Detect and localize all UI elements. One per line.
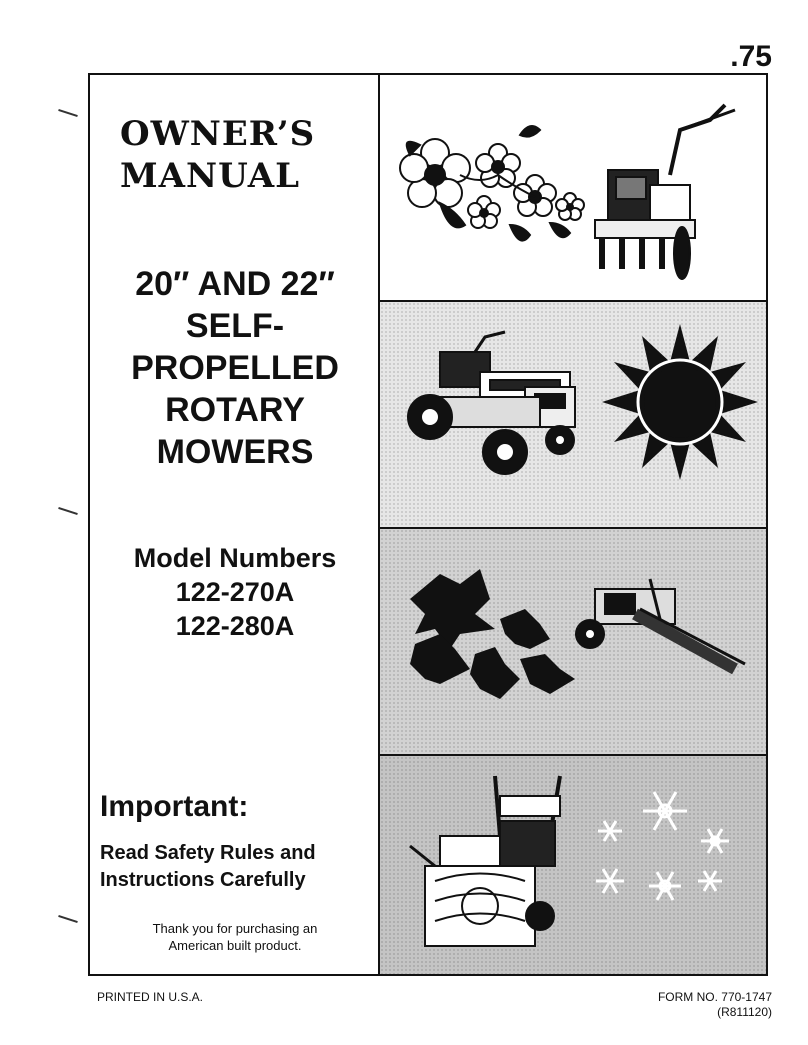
model-number: 122-280A bbox=[175, 611, 295, 641]
leaves-icon bbox=[410, 569, 575, 699]
margin-mark bbox=[58, 915, 78, 923]
winter-panel bbox=[380, 756, 766, 974]
product-title-line: 20″ AND 22″ bbox=[135, 265, 335, 303]
important-heading: Important: bbox=[100, 790, 249, 823]
thank-you-note bbox=[90, 920, 380, 954]
flowers-icon bbox=[400, 126, 584, 241]
manual-title-line: OWNER’S bbox=[120, 114, 316, 154]
snow-thrower-icon bbox=[410, 776, 560, 946]
safety-notice bbox=[100, 840, 316, 894]
illustration-column bbox=[380, 75, 766, 974]
model-number: 122-270A bbox=[175, 577, 295, 607]
printed-in-label: PRINTED IN U.S.A. bbox=[97, 990, 204, 1004]
safety-notice-line: Read Safety Rules and bbox=[100, 842, 316, 864]
thank-you-line: Thank you for purchasing an bbox=[152, 921, 318, 936]
form-number bbox=[658, 990, 772, 1020]
sun-icon bbox=[602, 324, 758, 480]
product-title bbox=[90, 263, 380, 473]
cover-frame bbox=[88, 73, 768, 976]
safety-notice-line: Instructions Carefully bbox=[100, 869, 306, 891]
model-numbers-heading: Model Numbers bbox=[133, 543, 337, 573]
summer-panel bbox=[380, 302, 766, 529]
lawn-tractor-icon bbox=[408, 332, 575, 474]
cover-text-column bbox=[90, 75, 380, 974]
manual-title bbox=[120, 113, 315, 197]
price-label: .75 bbox=[730, 40, 772, 73]
margin-mark bbox=[58, 109, 78, 117]
autumn-panel bbox=[380, 529, 766, 756]
product-title-line: SELF- bbox=[185, 307, 285, 345]
product-title-line: PROPELLED bbox=[131, 349, 339, 387]
form-number-line: FORM NO. 770-1747 bbox=[657, 990, 772, 1004]
model-numbers bbox=[90, 541, 380, 643]
product-title-line: ROTARY bbox=[165, 391, 305, 429]
lawn-sweeper-icon bbox=[576, 579, 745, 669]
spring-panel bbox=[380, 75, 766, 302]
revision-code: (R811120) bbox=[717, 1005, 772, 1019]
product-title-line: MOWERS bbox=[156, 433, 314, 471]
manual-title-line: MANUAL bbox=[120, 156, 300, 196]
thank-you-line: American built product. bbox=[168, 938, 302, 953]
snowflake-icon bbox=[596, 792, 729, 900]
tiller-icon bbox=[595, 105, 735, 279]
margin-mark bbox=[58, 507, 78, 515]
